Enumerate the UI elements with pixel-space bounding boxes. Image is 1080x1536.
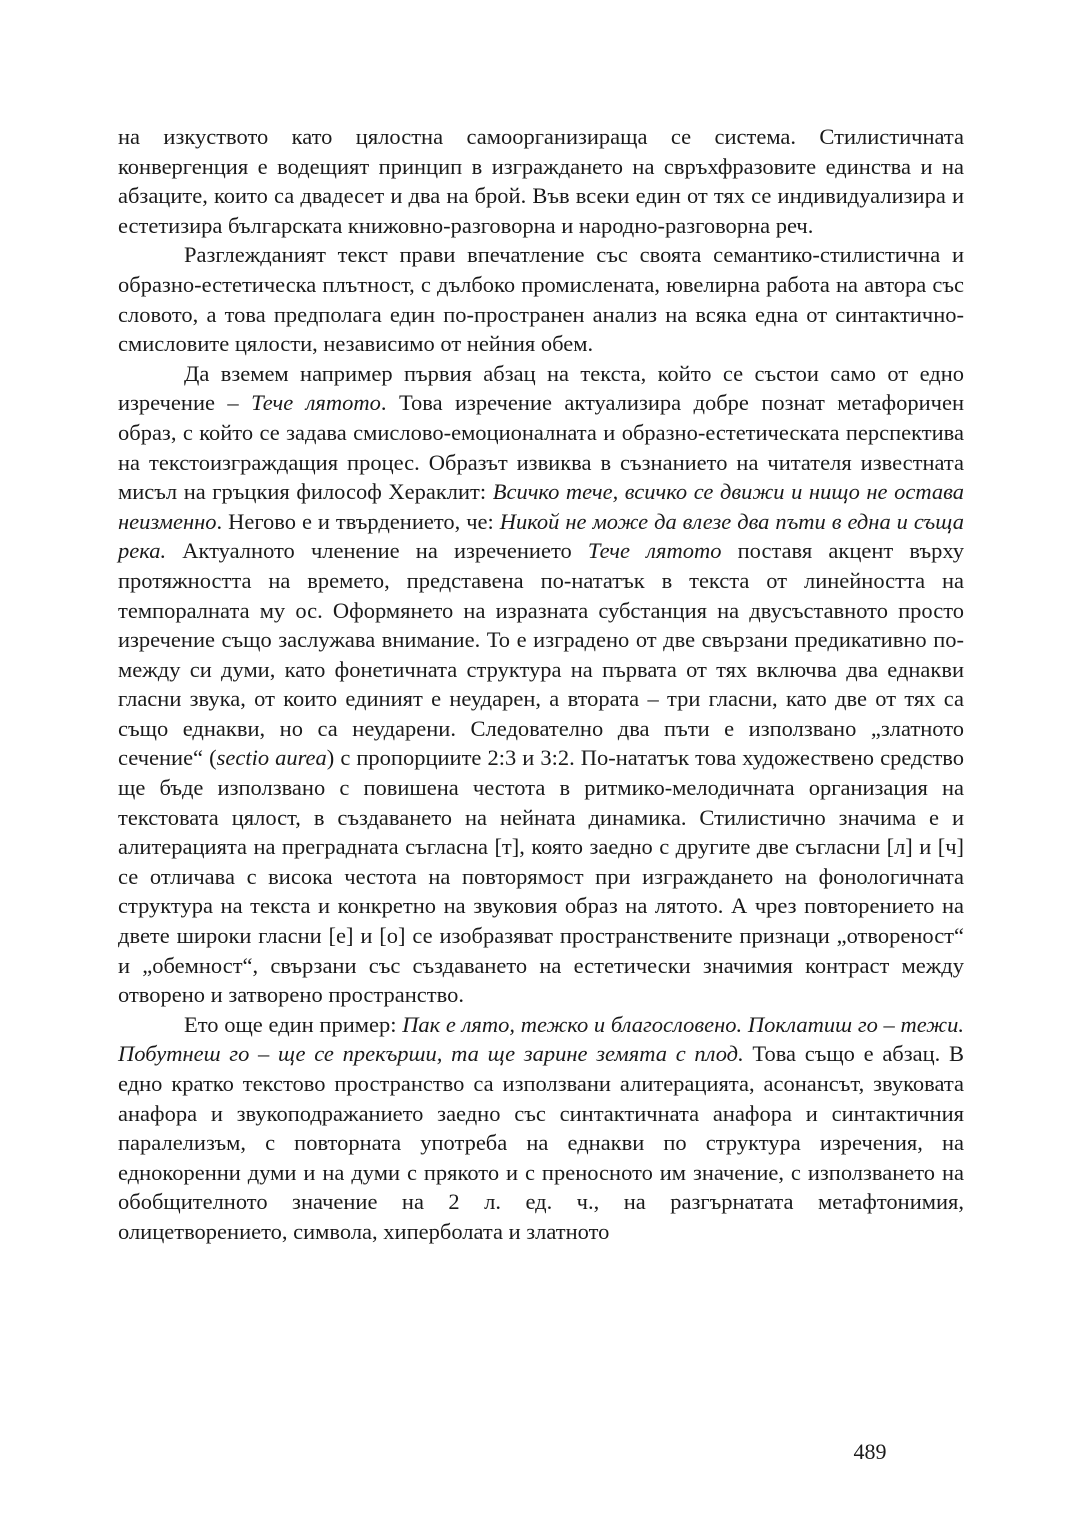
- text-run: . Това изречение актуализира добре познат метафоричен образ, с който се задава смислово-емоционалната и образно-естетическата перспектива на текстоизграждащия процес. Образът извиква в съзнанието на читателя известната мисъл на гръцкия философ Хераклит:: [118, 390, 964, 505]
- text-run: Да вземем например първия абзац на текста, който се състои само от едно изречение –: [118, 360, 964, 416]
- text-run: поставя акцент върху протяжността на времето, представена по-нататък в текста от линейността на темпоралната му ос. Оформянето на изразната субстанция на двусъставното просто изречение също заслужава внимание. То е изградено от две свързани предикативно помежду си думи, като фонетичната структура на първата от тях включва два еднакви гласни звука, от които единият е неударен, а втората – три гласни, като две от тях са също еднакви, но са неударени. Следователно два пъти е използвано „златното сечение“ (: [118, 538, 964, 771]
- italic-quote: Всичко тече, всичко се движи и нищо не остава неизменно: [118, 479, 964, 534]
- text-run: Актуалното членение на изречението: [166, 538, 588, 564]
- italic-quote: Пак е лято, тежко и благословено. Поклатиш го – тежи. Побутнеш го – ще се прекърши, та ще зарине земята с плод.: [118, 1011, 964, 1067]
- italic-quote: sectio aurea: [216, 745, 327, 771]
- text-run: . Негово е и твърдението, че:: [216, 508, 500, 534]
- text-run: Ето още един пример:: [184, 1011, 403, 1037]
- page-number: 489: [853, 1439, 887, 1464]
- paragraph: [118, 240, 964, 358]
- paragraph: [118, 1010, 964, 1247]
- text-run: Това също е абзац. В едно кратко текстово пространство са използвани алитерацията, асонансът, звуковата анафора и звукоподражанието заедно със синтактичната анафора и синтактичния паралелизъм, с повторната употреба на еднакви по структура изречения, на еднокоренни думи и на думи с прякото и с преносното им значение, с използването на обобщителното значение на 2 л. ед. ч., на разгърнатата метафтонимия, олицетворението, символа, хиперболата и златното: [118, 1041, 965, 1244]
- italic-quote: Никой не може да влезе два пъти в една и съща река.: [118, 508, 965, 564]
- text-run: ) с пропорциите 2:3 и 3:2. По-нататък това художествено средство ще бъде използвано с повишена честота в ритмико-мелодичната организация на текстовата цялост, в създаването на нейната динамика. Стилистично значима е и алитерацията на преградната съгласна [т], която заедно с другите две съгласни [л] и [ч] се отличава с висока честота на повторямост при изграждането на фонологичната структура на текста и конкретно на звуковия образ на лятото. А чрез повторението на двете широки гласни [е] и [о] се изобразяват пространствените признаци „отвореност“ и „обемност“, свързани със създаването на естетически значимия контраст между отворено и затворено пространство.: [118, 745, 965, 1008]
- paragraph: [118, 122, 964, 240]
- text-run: Разглежданият текст прави впечатление със своята семантико-стилистична и образно-естетическа плътност, с дълбоко промислената, ювелирна работа на автора със словото, а това предполага един по-пространен анализ на всяка една от синтактично-смисловите цялости, независимо от нейния обем.: [118, 242, 964, 357]
- italic-quote: Тече лятото: [251, 390, 381, 416]
- italic-quote: Тече лятото: [587, 538, 722, 564]
- paragraph: [118, 359, 964, 1010]
- body-text: [118, 122, 964, 1247]
- text-run: на изкуството като цялостна самоорганизираща се система. Стилистичната конвергенция е водещият принцип в изграждането на свръхфразовите единства и на абзаците, които са двадесет и два на брой. Във всеки един от тях се индивидуализира и естетизира българската книжовно-разговорна и народно-разговорна реч.: [118, 124, 964, 238]
